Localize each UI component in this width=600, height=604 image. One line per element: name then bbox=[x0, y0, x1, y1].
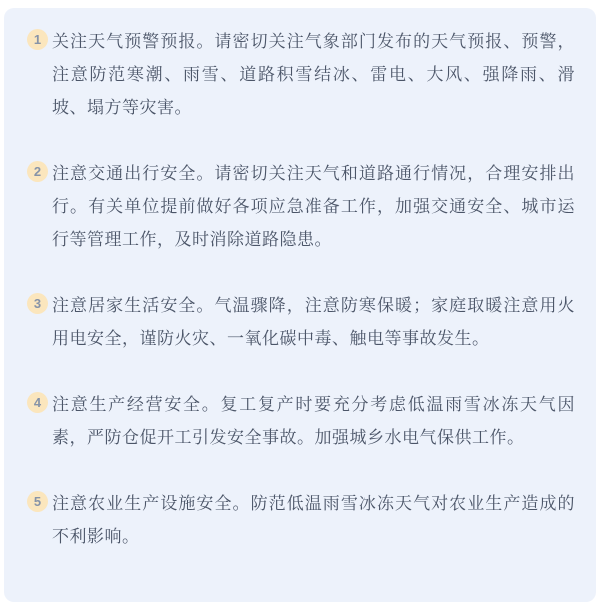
notice-panel bbox=[4, 8, 596, 602]
list-item bbox=[27, 388, 575, 454]
notice-text: 注意生产经营安全。复工复产时要充分考虑低温雨雪冰冻天气因素，严防仓促开工引发安全事故。加强城乡水电气保供工作。 bbox=[52, 395, 575, 447]
list-item bbox=[27, 289, 575, 355]
item-number-badge: 4 bbox=[27, 392, 48, 413]
list-item bbox=[27, 25, 575, 124]
notice-text: 关注天气预警预报。请密切关注气象部门发布的天气预报、预警，注意防范寒潮、雨雪、道路积雪结冰、雷电、大风、强降雨、滑坡、塌方等灾害。 bbox=[52, 32, 575, 117]
notice-list bbox=[27, 25, 575, 553]
item-number-badge: 3 bbox=[27, 293, 48, 314]
item-number-badge: 1 bbox=[27, 29, 48, 50]
notice-text: 注意农业生产设施安全。防范低温雨雪冰冻天气对农业生产造成的不利影响。 bbox=[52, 494, 575, 546]
list-item bbox=[27, 487, 575, 553]
list-item bbox=[27, 157, 575, 256]
item-number-badge: 2 bbox=[27, 161, 48, 182]
notice-text: 注意居家生活安全。气温骤降，注意防寒保暖；家庭取暖注意用火用电安全，谨防火灾、一氧化碳中毒、触电等事故发生。 bbox=[52, 296, 575, 348]
notice-text: 注意交通出行安全。请密切关注天气和道路通行情况，合理安排出行。有关单位提前做好各项应急准备工作，加强交通安全、城市运行等管理工作，及时消除道路隐患。 bbox=[52, 164, 575, 249]
item-number-badge: 5 bbox=[27, 491, 48, 512]
